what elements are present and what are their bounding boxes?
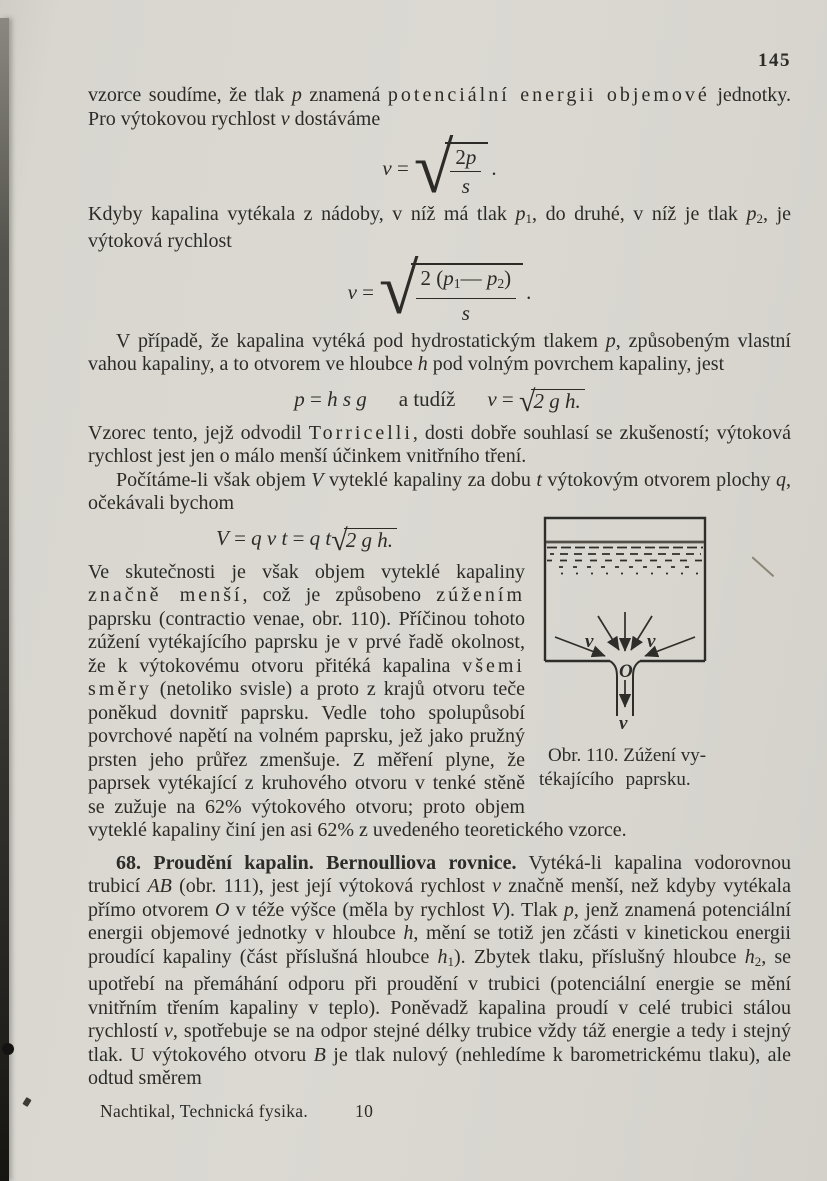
velocity-label-left: v <box>585 630 594 652</box>
page-footer <box>100 1100 791 1124</box>
paragraph-volume: Počítáme-li však objem V vyteklé kapaliny za dobu t výtokovým otvorem plochy q, očekávali bychom <box>88 468 791 515</box>
page-number: 145 <box>758 50 791 71</box>
figure-caption <box>539 744 791 792</box>
scan-edge-shadow <box>0 18 9 1181</box>
footer-attribution: Nachtikal, Technická fysika. <box>100 1100 309 1121</box>
footer-sheet-number: 10 <box>355 1100 374 1121</box>
formula-period: . <box>491 156 497 180</box>
contraction-diagram <box>539 516 791 734</box>
paragraph-two-vessels: Kdyby kapalina vytékala z nádoby, v níž má tlak $p_1$, do druhé, v níž je tlak $p_2$, je výtoková rychlost <box>88 203 792 253</box>
fraction-denominator: s <box>461 300 470 325</box>
velocity-label-right: v <box>647 630 656 652</box>
figure-obr-110 <box>539 516 791 792</box>
radicand: 2 g h. <box>344 528 397 552</box>
inflow-arrows <box>555 612 695 656</box>
formula-left-part: p = h s g <box>294 386 367 411</box>
ink-tick-mark <box>22 1097 31 1107</box>
formula-lhs: v = <box>382 156 409 180</box>
formula-pre: V = q v t = q t <box>216 525 332 550</box>
fraction-denominator: s <box>461 174 470 198</box>
radical-expression <box>331 523 397 557</box>
radical-sign-icon: √ <box>413 128 454 208</box>
jet-wall-right <box>633 661 640 716</box>
radicand: 2 g h. <box>531 389 584 413</box>
text-column <box>88 84 791 1123</box>
paragraph-contraction: Ve skutečnosti je však objem vyteklé kapaliny značně menší, což je způsobeno zúžením paprsku (contractio venae, obr. 110). Příčinou tohoto zúžení vytékajícího paprsku je v prvé řadě okolnost, že k výtokovému otvoru přitéká kapalina všemi směry (netoliko svisle) a proto z krajů otvoru teče poněkud dovnitř paprsku. Vedle toho spolupůsobí povrchové napětí na volném paprsku, jež jako pružný prsten jeho průřez zmenšuje. Z měření plyne, že paprsek vytékající z kruhového otvoru v tenké stěně se zužuje na 62% výtokového otvoru; proto objem vyteklé kapaliny činí jen asi 62% z uvedeného teoretického vzorce. <box>88 560 627 842</box>
radical-expression <box>413 128 489 208</box>
radical-sign-icon: √ <box>331 523 348 557</box>
fraction-numerator: 2 ($p_1—$ $p_2$) <box>416 266 517 299</box>
formula-pressure-difference <box>88 248 791 329</box>
formula-lhs: v = <box>347 279 374 304</box>
paragraph-torricelli-note: Vzorec tento, jejž odvodil Torricelli, dosti dobře souhlasí se zkušeností; výtoková rychlost jest jen o málo menší účinkem vnitřního tření. <box>88 421 791 468</box>
radical-sign-icon: √ <box>519 384 536 418</box>
radical-expression <box>379 248 523 329</box>
opening-label: O <box>619 660 633 682</box>
jet-wall-left <box>610 661 617 716</box>
formula-right-lhs: v = <box>487 386 520 411</box>
fraction-numerator: 2p <box>450 145 481 172</box>
radical-expression <box>519 384 585 418</box>
formula-period: . <box>526 279 532 304</box>
ink-dot-mark <box>2 1043 14 1055</box>
jet-velocity-label: v <box>619 712 628 734</box>
figure-caption-line2: tékajícího paprsku. <box>539 768 691 790</box>
formula-connector: a tudíž <box>398 386 456 411</box>
formula-outflow-velocity <box>88 128 791 208</box>
paragraph-section-68-bernoulli: 68. Proudění kapalin. Bernoulliova rovnice. Vytéká-li kapalina vodorovnou trubicí AB (obr. 111), jest její výtoková rychlost v značně menší, než kdyby vytékala přímo otvorem O v téže výšce (měla by rychlost V). Tlak p, jenž znamená potenciální energii objemové jednotky v hloubce h, mění se totiž jen zčásti v kinetickou energii proudící kapaliny (část příslušná hloubce $h_1$). Zbytek tlaku, příslušný hloubce $h_2$, se upotřebí na přemáhání odporu při proudění v trubici (potenciální energie se mění vnitřním třením kapaliny v teplo). Poněvadž kapalina proudí v celé trubici stálou rychlostí v, spotřebuje se na odpor stejné délky trubice vždy táž energie a tedy i stejný tlak. U výtokového otvoru B je tlak nulový (nehledíme k barometrickému tlaku), ale odtud směrem <box>88 851 791 1090</box>
radical-sign-icon: √ <box>379 248 419 329</box>
figure-caption-line1: Obr. 110. Zúžení vy- <box>548 744 707 766</box>
formula-torricelli <box>88 384 791 418</box>
paragraph-pressure-energy: vzorce soudíme, že tlak p znamená potenciální energii objemové jednotky. Pro výtokovou rychlost v dostáváme <box>88 84 792 130</box>
paragraph-hydrostatic: V případě, že kapalina vytéká pod hydrostatickým tlakem p, způsobeným vlastní vahou kapaliny, a to otvorem ve hloubce h pod volným povrchem kapaliny, jest <box>88 329 791 376</box>
